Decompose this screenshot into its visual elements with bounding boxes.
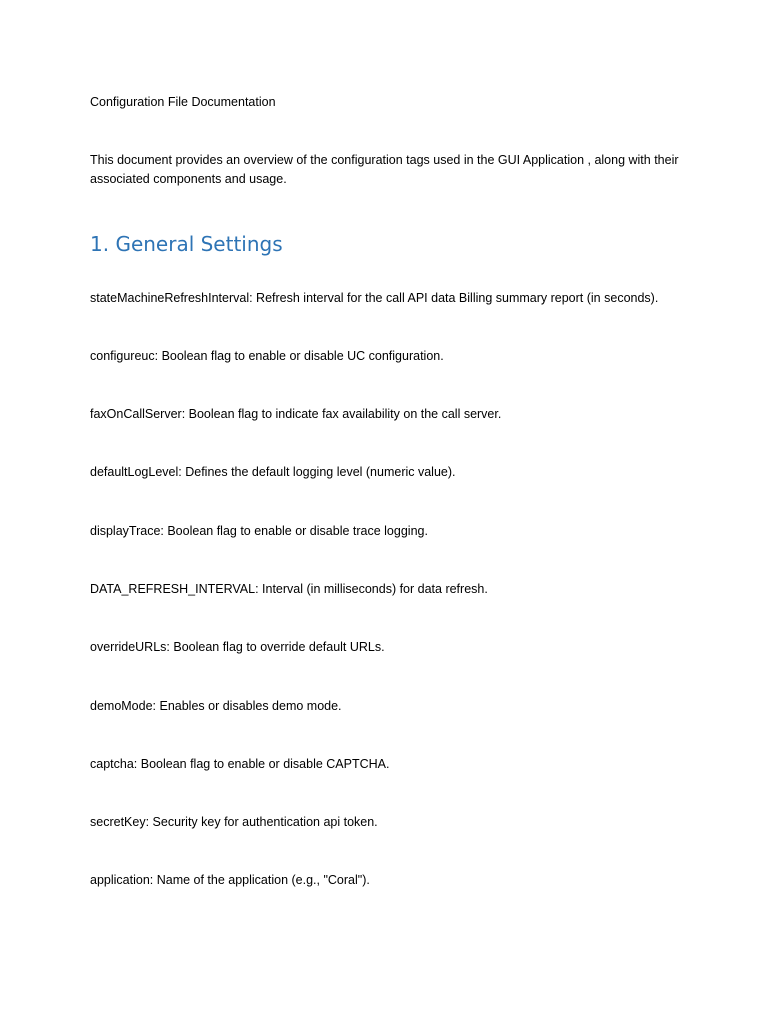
setting-override-urls: overrideURLs: Boolean flag to override default URLs.: [90, 640, 385, 654]
document-title: Configuration File Documentation: [90, 95, 276, 109]
setting-demo-mode: demoMode: Enables or disables demo mode.: [90, 699, 342, 713]
setting-fax-on-call-server: faxOnCallServer: Boolean flag to indicate fax availability on the call server.: [90, 407, 502, 421]
intro-paragraph: This document provides an overview of the configuration tags used in the GUI Application , along with their associated components and usage.: [90, 153, 679, 186]
setting-state-machine-refresh-interval: stateMachineRefreshInterval: Refresh interval for the call API data Billing summary report (in seconds).: [90, 291, 659, 305]
setting-default-log-level: defaultLogLevel: Defines the default logging level (numeric value).: [90, 465, 456, 479]
setting-display-trace: displayTrace: Boolean flag to enable or disable trace logging.: [90, 524, 428, 538]
setting-configureuc: configureuc: Boolean flag to enable or disable UC configuration.: [90, 349, 444, 363]
setting-secret-key: secretKey: Security key for authentication api token.: [90, 815, 378, 829]
setting-captcha: captcha: Boolean flag to enable or disable CAPTCHA.: [90, 757, 390, 771]
setting-data-refresh-interval: DATA_REFRESH_INTERVAL: Interval (in milliseconds) for data refresh.: [90, 582, 488, 596]
section-heading-general-settings: 1. General Settings: [90, 232, 283, 256]
setting-application: application: Name of the application (e.g., "Coral").: [90, 873, 370, 887]
